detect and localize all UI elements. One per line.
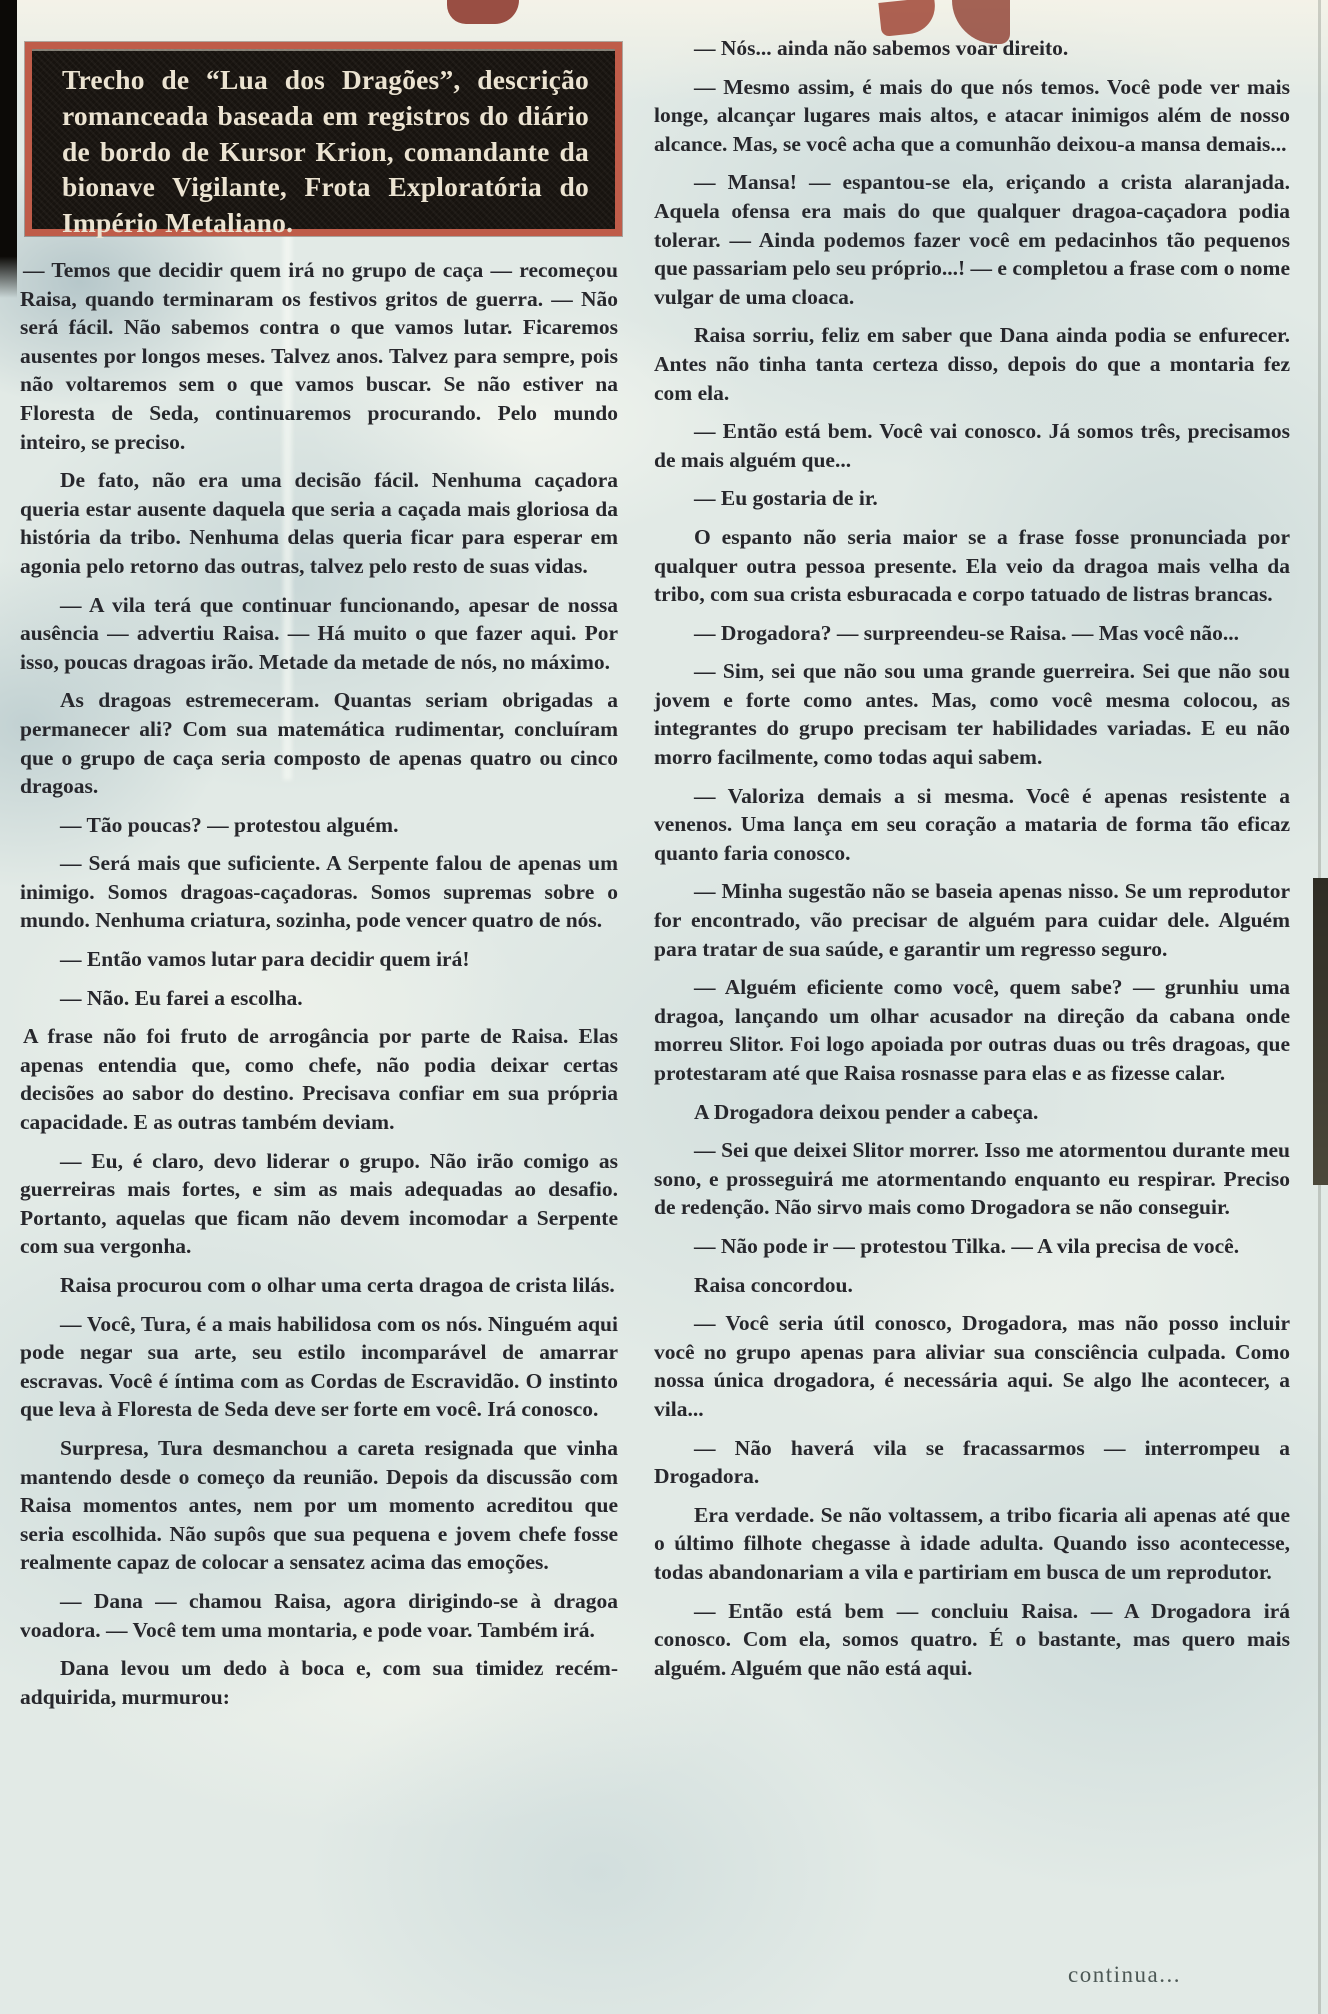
paragraph: — Nós... ainda não sabemos voar direito. <box>694 36 1069 60</box>
paragraph: — Eu gostaria de ir. <box>694 486 878 511</box>
intro-box-text: Trecho de “Lua dos Dragões”, descrição romanceada baseada em registros do diário de bordo de Kursor Krion, comandante da bionave Vigilante, Frota Exploratória do Império Metaliano. <box>62 64 589 239</box>
paragraph: — Mesmo assim, é mais do que nós temos. Você pode ver mais longe, alcançar lugares mais altos, e atacar inimigos além de nosso alcance. Mas, se você acha que a comunhão deixou-a mansa demais... <box>654 74 1290 156</box>
paragraph: Raisa concordou. <box>694 1272 853 1297</box>
paragraph: — Você, Tura, é a mais habilidosa com os nós. Ninguém aqui pode negar sua arte, seu estilo incomparável de amarrar escravas. Você é íntima com as Cordas de Escravidão. O instinto que leva à Floresta de Seda deve ser forte em você. Irá conosco. <box>20 1311 618 1422</box>
paragraph: De fato, não era uma decisão fácil. Nenhuma caçadora queria estar ausente daquela que seria a caçada mais gloriosa da história da tribo. Nenhuma delas queria ficar para esperar em agonia pelo retorno das outras, talvez pelo resto de suas vidas. <box>20 468 618 578</box>
paragraph: — Drogadora? — surpreendeu-se Raisa. — Mas você não... <box>694 620 1240 645</box>
paragraph: O espanto não seria maior se a frase fosse pronunciada por qualquer outra pessoa presente. Ela veio da dragoa mais velha da tribo, com sua crista esburacada e corpo tatuado de listras brancas. <box>654 524 1290 607</box>
paragraph: — Não pode ir — protestou Tilka. — A vila precisa de você. <box>694 1233 1240 1258</box>
text-column-right <box>654 34 1290 1692</box>
top-edge-artwork-red <box>878 0 937 37</box>
paragraph: As dragoas estremeceram. Quantas seriam obrigadas a permanecer ali? Com sua matemática rudimentar, concluíram que o grupo de caça seria composto de apenas quatro ou cinco dragoas. <box>20 688 618 799</box>
text-column-left <box>20 256 618 1721</box>
paragraph: — Sim, sei que não sou uma grande guerreira. Sei que não sou jovem e forte como antes. Mas, como você mesma colocou, as integrantes do grupo precisam ter habilidades variadas. E eu não morro facilmente, como todas aqui sabem. <box>654 659 1290 770</box>
paragraph: — Minha sugestão não se baseia apenas nisso. Se um reprodutor for encontrado, vão precisar de alguém para cuidar dele. Alguém para tratar de sua saúde, e garantir um regresso seguro. <box>654 879 1290 961</box>
paragraph: — Temos que decidir quem irá no grupo de caça — recomeçou Raisa, quando terminaram os festivos gritos de guerra. — Não será fácil. Não sabemos contra o que vamos lutar. Ficaremos ausentes por longos meses. Talvez anos. Talvez para sempre, pois não voltaremos sem o que vamos buscar. Se não estiver na Floresta de Seda, continuaremos procurando. Pelo mundo inteiro, se preciso. <box>20 258 618 454</box>
paragraph: — Eu, é claro, devo liderar o grupo. Não irão comigo as guerreiras mais fortes, e sim as mais adequadas ao desafio. Portanto, aquelas que ficam não devem incomodar a Serpente com sua vergonha. <box>20 1148 618 1259</box>
paragraph: Raisa sorriu, feliz em saber que Dana ainda podia se enfurecer. Antes não tinha tanta certeza disso, depois do que a montaria fez com ela. <box>654 323 1290 405</box>
paragraph: — Valoriza demais a si mesma. Você é apenas resistente a venenos. Uma lança em seu coração a mataria de forma tão eficaz quanto faria conosco. <box>654 783 1290 865</box>
paragraph: Surpresa, Tura desmanchou a careta resignada que vinha mantendo desde o começo da reunião. Depois da discussão com Raisa momentos antes, nem por um momento acreditou que seria escolhida. Não supôs que sua pequena e jovem chefe fosse realmente capaz de colocar a sensatez acima das emoções. <box>20 1435 618 1575</box>
paragraph: — Tão poucas? — protestou alguém. <box>60 812 399 837</box>
paragraph: — Mansa! — espantou-se ela, eriçando a crista alaranjada. Aquela ofensa era mais do que qualquer dragoa-caçadora podia tolerar. — Ainda podemos fazer você em pedacinhos tão pequenos que passariam pelo seu próprio...! — e completou a frase com o nome vulgar de uma cloaca. <box>654 170 1290 309</box>
paragraph: Dana levou um dedo à boca e, com sua timidez recém-adquirida, murmurou: <box>20 1656 618 1709</box>
paragraph: — Sei que deixei Slitor morrer. Isso me atormentou durante meu sono, e prosseguirá me atormentando enquanto eu respirar. Preciso de redenção. Não sirvo mais como Drogadora se não conseguir. <box>654 1138 1290 1220</box>
paragraph: — Será mais que suficiente. A Serpente falou de apenas um inimigo. Somos dragoas-caçadoras. Somos supremas sobre o mundo. Nenhuma criatura, sozinha, pode vencer quatro de nós. <box>20 851 618 933</box>
paragraph: Era verdade. Se não voltassem, a tribo ficaria ali apenas até que o último filhote chegasse à idade adulta. Quando isso acontecesse, todas abandonariam a vila e partiriam em busca de um reprodutor. <box>654 1502 1290 1584</box>
top-edge-artwork-red <box>447 0 519 24</box>
intro-box <box>25 42 622 239</box>
paragraph: — Então está bem. Você vai conosco. Já somos três, precisamos de mais alguém que... <box>654 419 1290 472</box>
paragraph: — Então vamos lutar para decidir quem irá! <box>60 947 470 972</box>
paragraph: — Você seria útil conosco, Drogadora, mas não posso incluir você no grupo apenas para aliviar sua consciência culpada. Como nossa única drogadora, é necessária aqui. Se algo lhe acontecer, a vila... <box>654 1311 1290 1421</box>
paragraph: A Drogadora deixou pender a cabeça. <box>694 1099 1039 1124</box>
paragraph: A frase não foi fruto de arrogância por parte de Raisa. Elas apenas entendia que, como chefe, não podia deixar certas decisões ao sabor do destino. Precisava confiar em sua própria capacidade. E as outras também deviam. <box>20 1024 618 1135</box>
paragraph: — Então está bem — concluiu Raisa. — A Drogadora irá conosco. Com ela, somos quatro. É o bastante, mas quero mais alguém. Alguém que não está aqui. <box>654 1598 1290 1680</box>
paragraph: — Dana — chamou Raisa, agora dirigindo-se à dragoa voadora. — Você tem uma montaria, e pode voar. Também irá. <box>20 1588 618 1642</box>
paragraph: — Não haverá vila se fracassarmos — interrompeu a Drogadora. <box>654 1435 1290 1489</box>
paragraph: Raisa procurou com o olhar uma certa dragoa de crista lilás. <box>60 1273 615 1297</box>
paragraph: — Alguém eficiente como você, quem sabe? — grunhiu uma dragoa, lançando um olhar acusador na direção da cabana onde morreu Slitor. Foi logo apoiada por outras duas ou três dragoas, que protestaram até que Raisa rosnasse para elas e as fizesse calar. <box>654 975 1290 1085</box>
paragraph: — Não. Eu farei a escolha. <box>60 985 303 1010</box>
paragraph: — A vila terá que continuar funcionando, apesar de nossa ausência — advertiu Raisa. — Há muito o que fazer aqui. Por isso, poucas dragoas irão. Metade da metade de nós, no máximo. <box>20 592 618 674</box>
page-edge-right-bar <box>1313 878 1328 1185</box>
page-edge-left-strip <box>0 0 17 298</box>
continuation-label: continua... <box>1068 1962 1181 1987</box>
